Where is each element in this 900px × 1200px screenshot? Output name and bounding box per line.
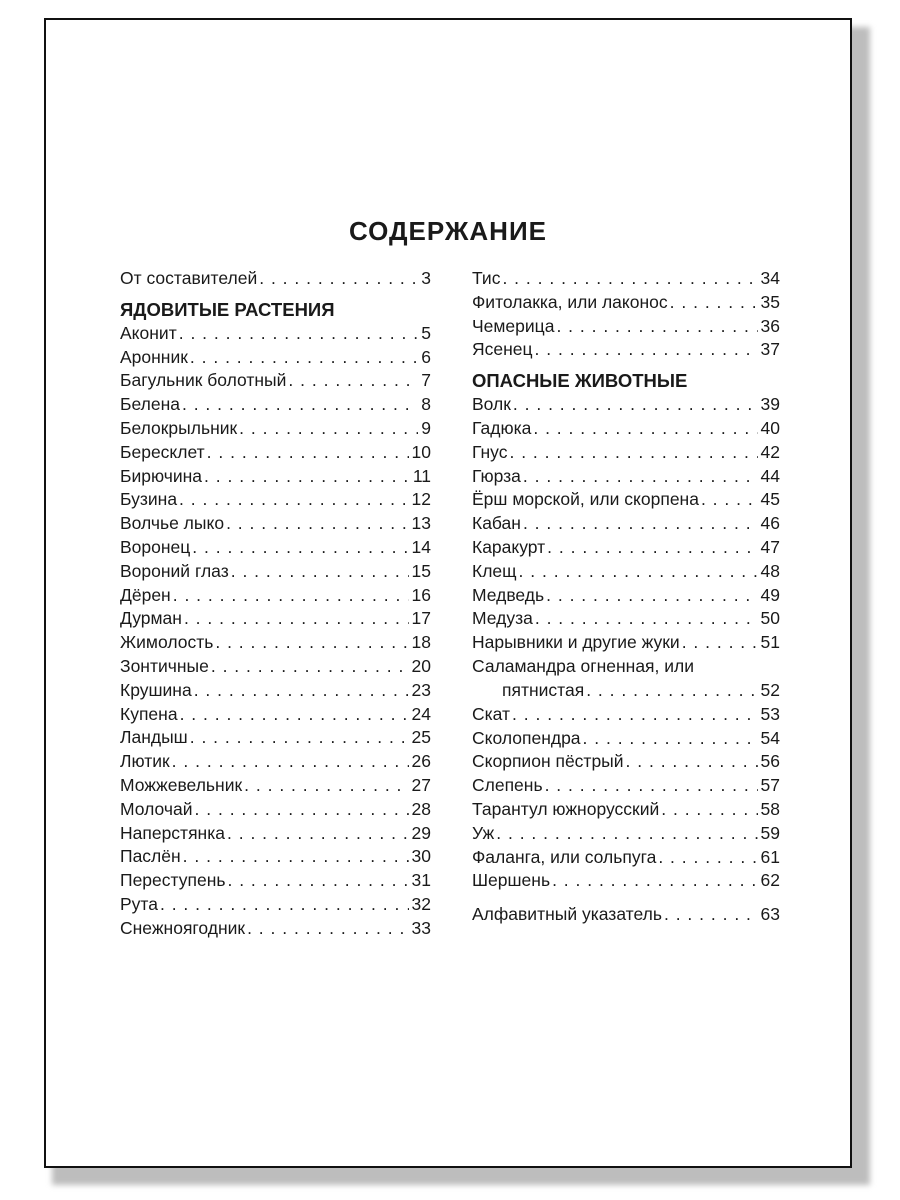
toc-entry-title: Наперстянка <box>120 822 225 843</box>
dot-leader <box>288 370 418 391</box>
toc-entry-page: 50 <box>760 608 780 629</box>
dot-leader <box>535 339 758 360</box>
toc-entry-title: Жимолость <box>120 632 214 653</box>
dot-leader <box>523 513 758 534</box>
toc-entry <box>472 608 780 632</box>
dot-leader <box>496 823 757 844</box>
toc-entry-title: Купена <box>120 703 178 724</box>
toc-entry <box>120 918 431 942</box>
toc-entry-page: 34 <box>760 268 780 288</box>
dot-leader <box>670 292 758 313</box>
toc-entry-title: Рута <box>120 893 158 914</box>
dot-leader <box>547 537 757 558</box>
dot-leader <box>211 656 409 677</box>
toc-entry <box>120 489 431 513</box>
dot-leader <box>556 316 757 337</box>
toc-entry <box>472 394 780 418</box>
toc-entry-page: 49 <box>760 584 780 605</box>
toc-entry-title: Уж <box>472 822 495 843</box>
toc-column-right <box>472 268 780 928</box>
toc-entry-page: 29 <box>411 822 431 843</box>
toc-entry <box>472 316 780 340</box>
toc-entry-page: 12 <box>411 489 431 510</box>
toc-entry-title: Молочай <box>120 798 193 819</box>
toc-entry <box>120 799 431 823</box>
toc-entry <box>472 632 780 656</box>
toc-entry <box>472 585 780 609</box>
toc-entry-page: 35 <box>760 291 780 312</box>
toc-entry-page: 15 <box>411 560 431 581</box>
toc-entry <box>120 727 431 751</box>
toc-entry-title: Чемерица <box>472 315 555 336</box>
dot-leader <box>552 870 757 891</box>
toc-entry-title: Кабан <box>472 513 521 534</box>
toc-entry-page: 10 <box>411 441 431 462</box>
toc-entry <box>472 537 780 561</box>
toc-entry-title: Гнус <box>472 441 508 462</box>
toc-entry-title: Скат <box>472 703 511 724</box>
dot-leader <box>173 585 409 606</box>
dot-leader <box>226 513 408 534</box>
dot-leader <box>183 846 409 867</box>
toc-entry-page: 11 <box>412 465 431 486</box>
dot-leader <box>192 537 408 558</box>
toc-entry-title: Воронец <box>120 536 191 557</box>
toc-entry-title: Медуза <box>472 608 533 629</box>
toc-entry-title: Дёрен <box>120 584 171 605</box>
toc-entry-page: 61 <box>760 846 780 867</box>
toc-entry-page: 58 <box>760 798 780 819</box>
toc-entry-page: 13 <box>411 513 431 534</box>
toc-entry-page: 32 <box>411 893 431 914</box>
dot-leader <box>239 418 418 439</box>
toc-entry-title: Шершень <box>472 870 551 891</box>
dot-leader <box>207 442 409 463</box>
toc-entry-page: 24 <box>411 703 431 724</box>
dot-leader <box>533 418 757 439</box>
toc-entry <box>120 608 431 632</box>
toc-entry-page: 28 <box>411 798 431 819</box>
toc-entry <box>472 704 780 728</box>
toc-entry <box>472 680 780 704</box>
toc-entry-page: 33 <box>411 917 431 938</box>
toc-entry <box>120 894 431 918</box>
toc-entry-title: От составителей <box>120 268 258 288</box>
toc-entry <box>120 704 431 728</box>
toc-entry-title: Алфавитный указатель <box>472 904 662 925</box>
toc-entry-title: Белокрыльник <box>120 417 238 438</box>
toc-entry <box>120 466 431 490</box>
section-heading: ОПАСНЫЕ ЖИВОТНЫЕ <box>472 370 688 392</box>
toc-entry <box>120 775 431 799</box>
dot-leader <box>195 799 409 820</box>
dot-leader <box>523 466 758 487</box>
toc-entry-title: Гюрза <box>472 465 521 486</box>
toc-entry-page: 25 <box>411 727 431 748</box>
toc-entry-page: 3 <box>421 268 431 288</box>
toc-entry-page: 40 <box>760 417 780 438</box>
dot-leader <box>586 680 757 701</box>
toc-entry-page: 57 <box>760 775 780 796</box>
toc-entry-title: Аронник <box>120 346 188 367</box>
toc-entry-title: Медведь <box>472 584 545 605</box>
toc-entry-title: Зонтичные <box>120 655 209 676</box>
dot-leader <box>244 775 408 796</box>
toc-entry-page: 54 <box>760 727 780 748</box>
dot-leader <box>190 727 409 748</box>
dot-leader <box>546 585 757 606</box>
toc-entry-page: 45 <box>760 489 780 510</box>
toc-entry <box>120 418 431 442</box>
toc-entry-title: Снежноягодник <box>120 917 246 938</box>
toc-entry-page: 31 <box>411 870 431 891</box>
toc-entry-page: 39 <box>760 394 780 415</box>
toc-entry-title: Крушина <box>120 679 192 700</box>
toc-entry <box>472 847 780 871</box>
toc-entry-page: 20 <box>411 655 431 676</box>
toc-entry-page: 63 <box>760 904 780 925</box>
dot-leader <box>701 489 758 510</box>
toc-entry-page: 23 <box>411 679 431 700</box>
toc-entry-page: 26 <box>411 751 431 772</box>
dot-leader <box>227 870 408 891</box>
dot-leader <box>535 608 758 629</box>
toc-entry <box>120 347 431 371</box>
toc-entry-page: 48 <box>760 560 780 581</box>
toc-entry-title: Фитолакка, или лаконос <box>472 291 668 312</box>
dot-leader <box>204 466 410 487</box>
toc-entry <box>120 656 431 680</box>
dot-leader <box>179 489 408 510</box>
toc-entry-page: 42 <box>760 441 780 462</box>
dot-leader <box>583 728 758 749</box>
toc-entry <box>120 751 431 775</box>
dot-leader <box>513 394 758 415</box>
toc-entry-page: 37 <box>760 339 780 360</box>
toc-entry-page: 59 <box>760 822 780 843</box>
toc-entry <box>120 442 431 466</box>
section-heading: ЯДОВИТЫЕ РАСТЕНИЯ <box>120 298 335 320</box>
dot-leader <box>661 799 757 820</box>
dot-leader <box>215 632 408 653</box>
dot-leader <box>545 775 758 796</box>
toc-entry-page: 46 <box>760 513 780 534</box>
toc-entry-page: 56 <box>760 751 780 772</box>
toc-entry-title: Дурман <box>120 608 182 629</box>
dot-leader <box>626 751 758 772</box>
dot-leader <box>519 561 758 582</box>
toc-entry <box>472 799 780 823</box>
toc-entry-page: 27 <box>411 774 431 795</box>
dot-leader <box>172 751 409 772</box>
page-title: СОДЕРЖАНИЕ <box>349 216 547 246</box>
toc-entry-page: 16 <box>411 584 431 605</box>
toc-entry <box>120 394 431 418</box>
dot-leader <box>194 680 409 701</box>
dot-leader <box>259 268 418 289</box>
toc-entry <box>120 370 431 394</box>
toc-entry-title: Бересклет <box>120 441 205 462</box>
toc-entry-title: Слепень <box>472 775 543 796</box>
toc-entry-title: Багульник болотный <box>120 370 287 391</box>
dot-leader <box>664 904 758 925</box>
toc-entry-title: Тис <box>472 268 501 288</box>
toc-entry-title: Вороний глаз <box>120 560 229 581</box>
toc-entry-title: Переступень <box>120 870 226 891</box>
toc-entry-title: Нарывники и другие жуки <box>472 632 680 653</box>
dot-leader <box>512 704 757 725</box>
toc-entry-title: Ландыш <box>120 727 188 748</box>
toc-entry <box>472 870 780 894</box>
toc-entry-page: 44 <box>760 465 780 486</box>
toc-entry <box>120 537 431 561</box>
toc-entry-title: Каракурт <box>472 536 546 557</box>
toc-entry-title: Фаланга, или сольпуга <box>472 846 657 867</box>
toc-entry-title: Можжевельник <box>120 774 243 795</box>
toc-entry <box>120 561 431 585</box>
dot-leader <box>184 608 409 629</box>
toc-entry-title: Лютик <box>120 751 170 772</box>
toc-entry-title: Сколопендра <box>472 727 581 748</box>
dot-leader <box>682 632 758 653</box>
toc-entry <box>120 513 431 537</box>
toc-entry-title: Ёрш морской, или скорпена <box>472 489 699 510</box>
toc-entry <box>120 632 431 656</box>
dot-leader <box>231 561 409 582</box>
dot-leader <box>509 442 757 463</box>
toc-entry-title: Волк <box>472 394 511 415</box>
toc-entry-page: 6 <box>421 346 431 367</box>
toc-entry-page: 18 <box>411 632 431 653</box>
toc-entry-page: 30 <box>411 846 431 867</box>
toc-entry-title: Клещ <box>472 560 517 581</box>
toc-entry-page: 5 <box>421 322 431 343</box>
toc-entry <box>472 751 780 775</box>
dot-leader <box>247 918 408 939</box>
toc-entry <box>120 585 431 609</box>
toc-entry-page: 14 <box>411 536 431 557</box>
dot-leader <box>179 323 419 344</box>
toc-entry <box>120 323 431 347</box>
dot-leader <box>502 268 757 289</box>
dot-leader <box>190 347 418 368</box>
toc-entry <box>472 418 780 442</box>
toc-entry <box>120 823 431 847</box>
toc-entry-page: 53 <box>760 703 780 724</box>
toc-entry <box>472 489 780 513</box>
toc-entry <box>472 561 780 585</box>
dot-leader <box>658 847 757 868</box>
toc-entry-page: 7 <box>421 370 431 391</box>
toc-entry-page: 47 <box>760 536 780 557</box>
toc-entry <box>472 728 780 752</box>
toc-entry <box>120 680 431 704</box>
toc-entry-page: 8 <box>421 394 431 415</box>
toc-entry-title: Ясенец <box>472 339 533 360</box>
toc-entry <box>472 339 780 363</box>
toc-entry-title: Бузина <box>120 489 178 510</box>
toc-entry-title: Скорпион пёстрый <box>472 751 624 772</box>
toc-entry-title: Гадюка <box>472 417 532 438</box>
toc-entry <box>120 870 431 894</box>
toc-entry-title: Тарантул южнорусский <box>472 798 660 819</box>
toc-entry-first-line: Саламандра огненная, или <box>472 655 695 676</box>
toc-entry <box>472 466 780 490</box>
dot-leader <box>180 704 409 725</box>
toc-column-left <box>120 268 431 942</box>
page <box>44 18 852 1168</box>
toc-entry-page: 62 <box>760 870 780 891</box>
toc-entry-title: Паслён <box>120 846 181 867</box>
toc-entry-page: 17 <box>411 608 431 629</box>
toc-entry-title: Белена <box>120 394 180 415</box>
toc-entry-page: 51 <box>760 632 780 653</box>
toc-entry-page: 52 <box>760 679 780 700</box>
toc-entry-page: 36 <box>760 315 780 336</box>
dot-leader <box>227 823 409 844</box>
toc-entry-continuation: пятнистая <box>502 679 585 700</box>
toc-entry <box>472 513 780 537</box>
dot-leader <box>160 894 409 915</box>
toc-entry <box>472 292 780 316</box>
toc-entry-title: Волчье лыко <box>120 513 225 534</box>
toc-entry-title: Аконит <box>120 322 177 343</box>
toc-entry-title: Бирючина <box>120 465 203 486</box>
toc-entry <box>472 442 780 466</box>
toc-entry <box>472 268 780 292</box>
toc-entry <box>472 775 780 799</box>
toc-entry <box>120 846 431 870</box>
toc-entry <box>472 904 780 928</box>
dot-leader <box>182 394 418 415</box>
toc-entry <box>120 268 431 292</box>
toc-entry <box>472 823 780 847</box>
toc-entry-page: 9 <box>421 417 431 438</box>
